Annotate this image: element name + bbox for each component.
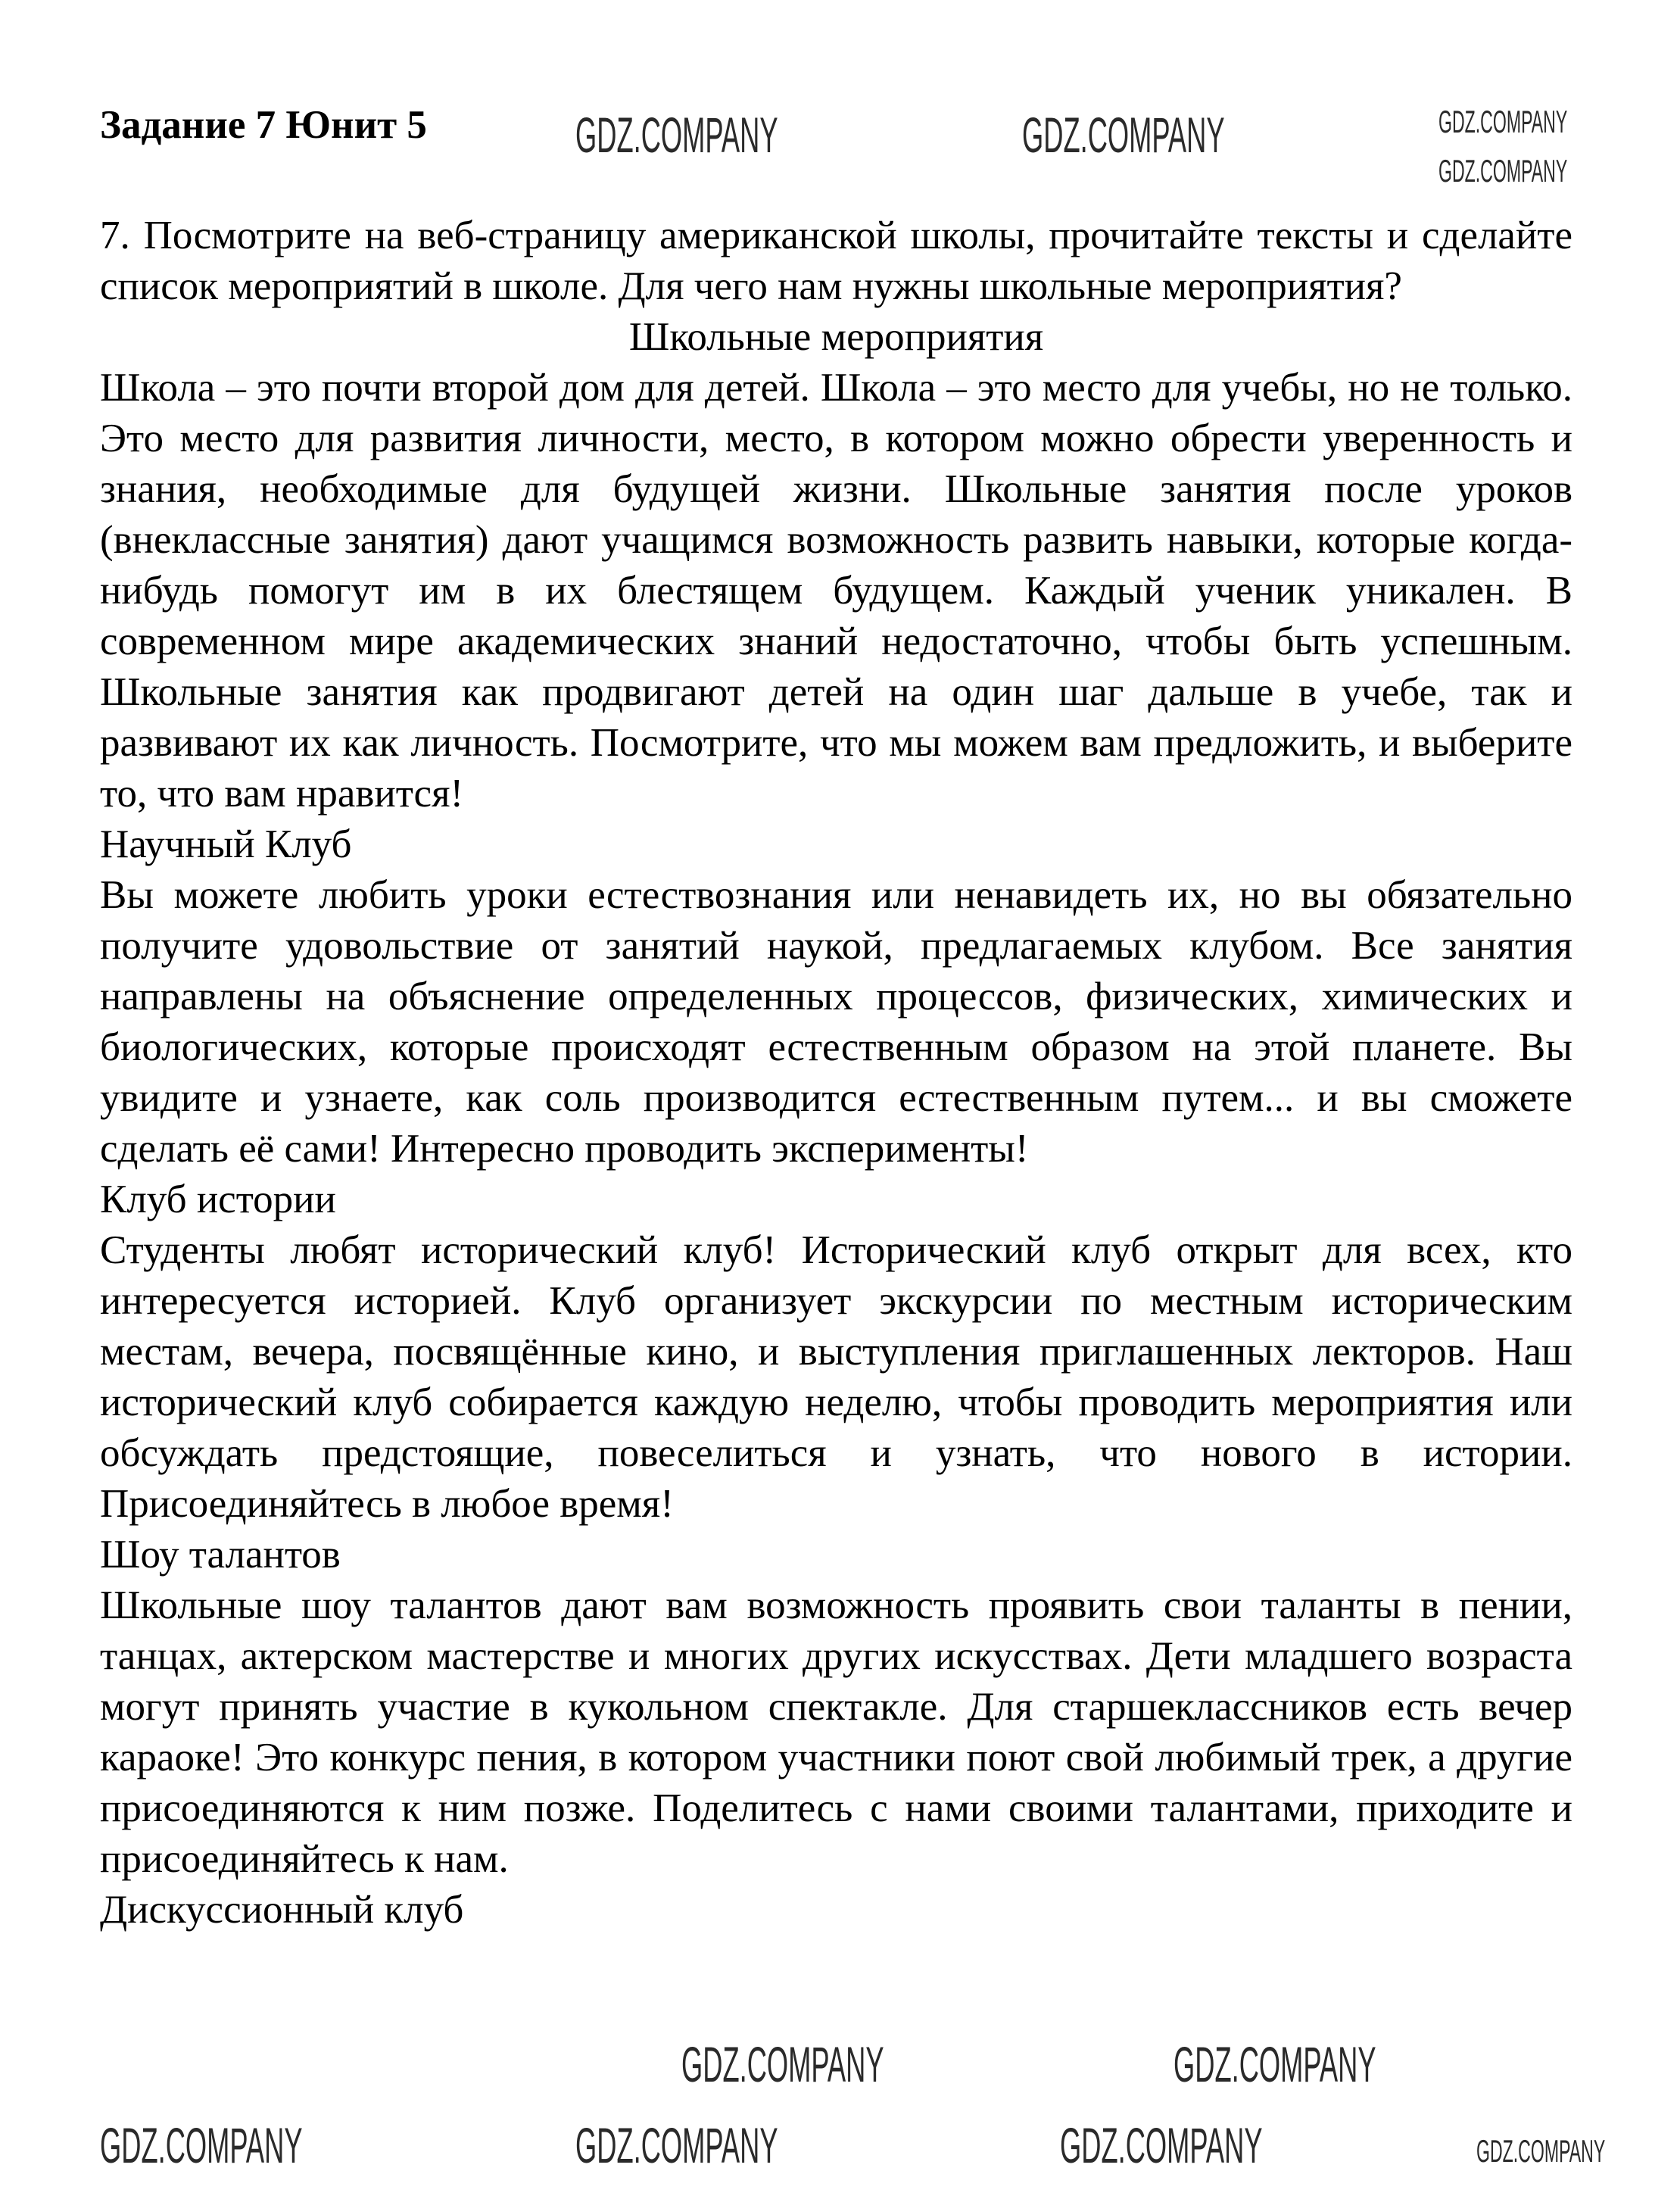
section-title-history: Клуб истории (100, 1177, 336, 1221)
watermark: GDZ.COMPANY (1438, 153, 1568, 189)
section-text-history: Студенты любят исторический клуб! Исторический клуб открыт для всех, кто интересуется историей. Клуб организует экскурсии по местным историческим местам, вечера, посвящённые кино, и выступления приглашенных лекторов. Наш исторический клуб собирается каждую неделю, чтобы проводить мероприятия или обсуждать предстоящие, повеселиться и узнать, что нового в истории. Присоединяйтесь в любое время! (100, 1228, 1572, 1526)
document-body (100, 211, 1572, 1935)
page-title: Задание 7 Юнит 5 (100, 103, 427, 147)
task-text: 7. Посмотрите на веб-страницу американской школы, прочитайте тексты и сделайте список мероприятий в школе. Для чего нам нужны школьные мероприятия? (100, 214, 1572, 308)
watermark: GDZ.COMPANY (1476, 2133, 1606, 2169)
section-title-science: Научный Клуб (100, 822, 352, 866)
main-heading: Школьные мероприятия (628, 315, 1044, 359)
watermark: GDZ.COMPANY (575, 107, 778, 163)
watermark: GDZ.COMPANY (1022, 107, 1225, 163)
watermark: GDZ.COMPANY (1438, 104, 1568, 139)
section-text-science: Вы можете любить уроки естествознания или ненавидеть их, но вы обязательно получите удовольствие от занятий наукой, предлагаемых клубом. Все занятия направлены на объяснение определенных процессов, физических, химических и биологических, которые происходят естественным образом на этой планете. Вы увидите и узнаете, как соль производится естественным путем... и вы сможете сделать её сами! Интересно проводить эксперименты! (100, 873, 1572, 1171)
section-text-talent: Школьные шоу талантов дают вам возможность проявить свои таланты в пении, танцах, актерском мастерстве и многих других искусствах. Дети младшего возраста могут принять участие в кукольном спектакле. Для старшеклассников есть вечер караоке! Это конкурс пения, в котором участники поют свой любимый трек, а другие присоединяются к ним позже. Поделитесь с нами своими талантами, приходите и присоединяйтесь к нам. (100, 1583, 1572, 1881)
watermark: GDZ.COMPANY (681, 2036, 884, 2092)
section-title-debate: Дискуссионный клуб (100, 1888, 464, 1932)
watermark: GDZ.COMPANY (100, 2117, 303, 2173)
intro-paragraph: Школа – это почти второй дом для детей. Школа – это место для учебы, но не только. Это место для развития личности, место, в котором можно обрести уверенность и знания, необходимые для будущей жизни. Школьные занятия после уроков (внеклассные занятия) дают учащимся возможность развить навыки, которые когда-нибудь помогут им в их блестящем будущем. Каждый ученик уникален. В современном мире академических знаний недостаточно, чтобы быть успешным. Школьные занятия как продвигают детей на один шаг дальше в учебе, так и развивают их как личность. Посмотрите, что мы можем вам предложить, и выберите то, что вам нравится! (100, 366, 1572, 816)
section-title-talent: Шоу талантов (100, 1533, 341, 1577)
watermark: GDZ.COMPANY (1060, 2117, 1263, 2173)
watermark: GDZ.COMPANY (1174, 2036, 1376, 2092)
watermark: GDZ.COMPANY (575, 2117, 778, 2173)
